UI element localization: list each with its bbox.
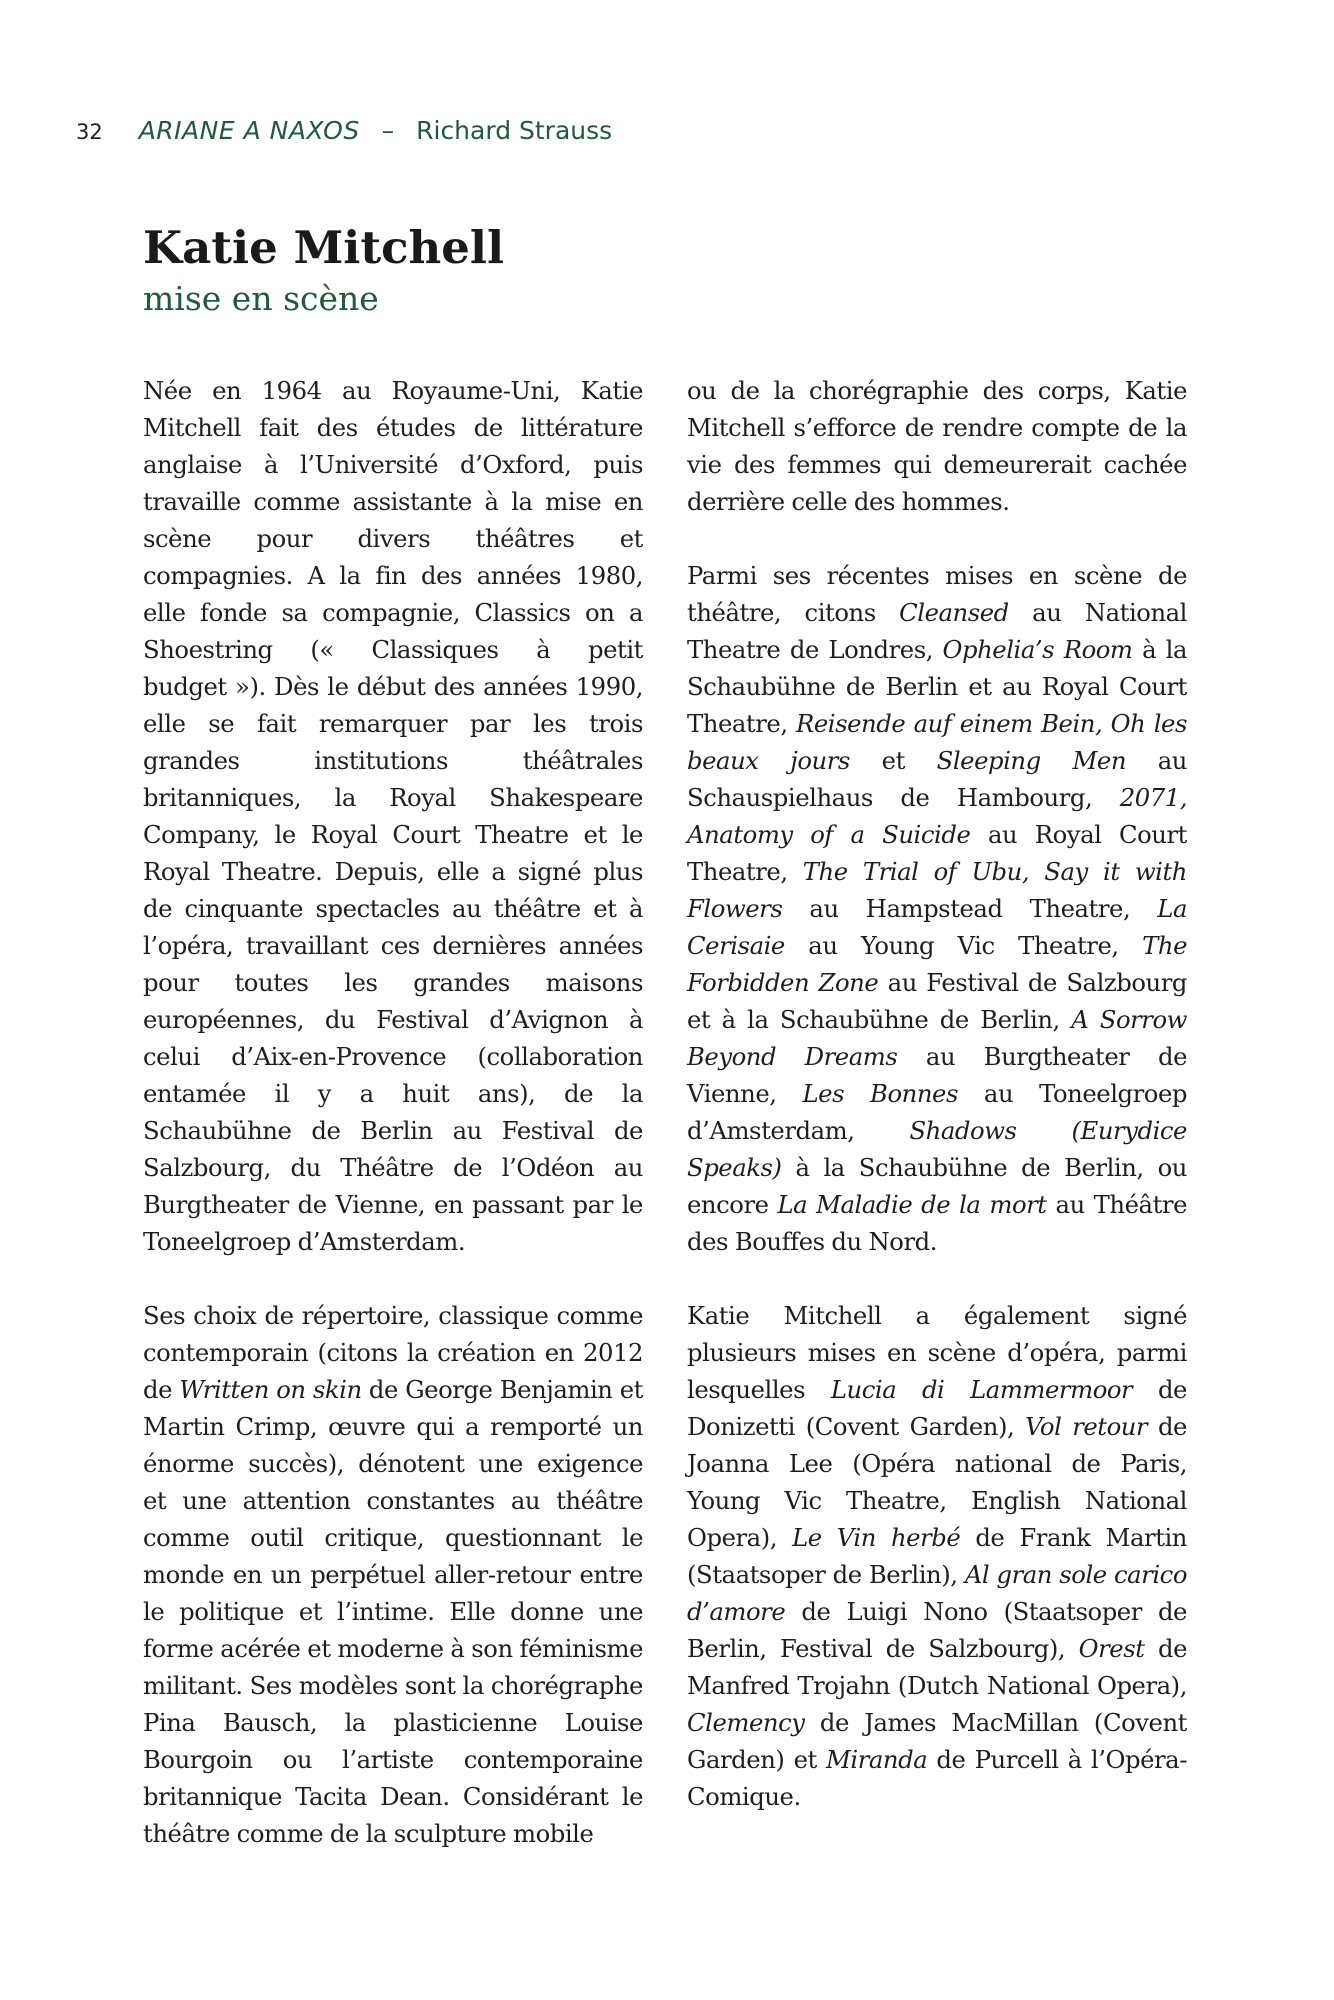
text-run: de James MacMillan (Covent Garden) et	[687, 1708, 1187, 1774]
text-run: de Purcell à l’Opéra-Comique.	[687, 1745, 1187, 1811]
work-title: Al gran sole carico d’amore	[687, 1560, 1188, 1626]
work-title: Sleeping Men	[936, 746, 1127, 775]
text-run: de Donizetti (Covent Garden),	[687, 1375, 1187, 1441]
composer-name: Richard Strauss	[416, 116, 613, 145]
work-title: Shadows (Eurydice Speaks)	[687, 1116, 1187, 1182]
work-title: Clemency	[687, 1708, 805, 1737]
text-run: au Young Vic Theatre,	[784, 931, 1143, 960]
page-number: 32	[76, 120, 103, 144]
text-run: de Luigi Nono (Staatsoper de Berlin, Festival de Salzbourg),	[687, 1597, 1187, 1663]
text-column-left	[143, 372, 643, 1852]
work-title: La Maladie de la mort	[777, 1190, 1047, 1219]
text-run: de Frank Martin (Staatsoper de Berlin),	[687, 1523, 1187, 1589]
work-title: Vol retour	[1025, 1412, 1148, 1441]
person-name: Katie Mitchell	[143, 221, 505, 274]
body-paragraph	[687, 557, 1187, 1260]
body-paragraph	[687, 372, 1187, 520]
work-title: Le Vin herbé	[792, 1523, 961, 1552]
running-header	[76, 116, 612, 145]
work-title: Miranda	[825, 1745, 928, 1774]
text-run: au Festival de Salzbourg et à la Schaubühne de Berlin,	[687, 968, 1187, 1034]
text-run: de George Benjamin et Martin Crimp, œuvre qui a remporté un énorme succès), dénotent une exigence et une attention constantes au théâtre comme outil critique, questionnant le monde en un perpétuel aller-retour entre le politique et l’intime. Elle donne une forme acérée et moderne à son féminisme militant. Ses modèles sont la chorégraphe Pina Bausch, la plasticienne Louise Bourgoin ou l’artiste contemporaine britannique Tacita Dean. Considérant le théâtre comme de la sculpture mobile	[143, 1375, 643, 1848]
text-run: ou de la chorégraphie des corps, Katie Mitchell s’efforce de rendre compte de la vie des femmes qui demeurerait cachée derrière celle des hommes.	[687, 376, 1187, 516]
text-run: Née en 1964 au Royaume-Uni, Katie Mitchell fait des études de littérature anglaise à l’Université d’Oxford, puis travaille comme assistante à la mise en scène pour divers théâtres et compagnies. A la fin des années 1980, elle fonde sa compagnie, Classics on a Shoestring (« Classiques à petit budget »). Dès le début des années 1990, elle se fait remarquer par les trois grandes institutions théâtrales britanniques, la Royal Shakespeare Company, le Royal Court Theatre et le Royal Theatre. Depuis, elle a signé plus de cinquante spectacles au théâtre et à l’opéra, travaillant ces dernières années pour toutes les grandes maisons européennes, du Festival d’Avignon à celui d’Aix-en-Provence (collaboration entamée il y a huit ans), de la Schaubühne de Berlin au Festival de Salzbourg, du Théâtre de l’Odéon au Burgtheater de Vienne, en passant par le Toneelgroep d’Amsterdam.	[143, 376, 643, 1256]
text-run: de Joanna Lee (Opéra national de Paris, Young Vic Theatre, English National Opera),	[687, 1412, 1187, 1552]
text-column-right	[687, 372, 1187, 1815]
text-run: Parmi ses récentes mises en scène de théâtre, citons	[687, 561, 1187, 627]
body-paragraph	[687, 1297, 1187, 1815]
work-title: A Sorrow Beyond Dreams	[687, 1005, 1187, 1071]
work-title: Orest	[1078, 1634, 1145, 1663]
work-title: Written on skin	[179, 1375, 362, 1404]
person-role: mise en scène	[143, 279, 379, 318]
work-title: Reisende auf einem Bein, Oh les beaux jours	[687, 709, 1187, 775]
work-title: The Trial of Ubu, Say it with Flowers	[687, 857, 1187, 923]
program-title: ARIANE A NAXOS	[138, 116, 360, 145]
work-title: 2071, Anatomy of a Suicide	[687, 783, 1187, 849]
work-title: The Forbidden Zone	[687, 931, 1187, 997]
text-run: Ses choix de répertoire, classique comme contemporain (citons la création en 2012 de	[143, 1301, 643, 1404]
work-title: Cleansed	[899, 598, 1009, 627]
text-run: au National Theatre de Londres,	[687, 598, 1187, 664]
biography-heading	[143, 218, 1183, 320]
text-run: au Royal Court Theatre,	[687, 820, 1187, 886]
text-run: à la Schaubühne de Berlin, ou encore	[687, 1153, 1187, 1219]
work-title: La Cerisaie	[687, 894, 1187, 960]
body-paragraph	[143, 372, 643, 1260]
work-title: Ophelia’s Room	[942, 635, 1133, 664]
text-run: de Manfred Trojahn (Dutch National Opera),	[687, 1634, 1187, 1700]
text-run: Katie Mitchell a également signé plusieurs mises en scène d’opéra, parmi lesquelles	[687, 1301, 1187, 1404]
text-run: au Théâtre des Bouffes du Nord.	[687, 1190, 1187, 1256]
text-run: au Hampstead Theatre,	[782, 894, 1158, 923]
text-run: à la Schaubühne de Berlin et au Royal Court Theatre,	[687, 635, 1187, 738]
header-separator: –	[381, 116, 395, 145]
text-run: au Toneelgroep d’Amsterdam,	[687, 1079, 1188, 1145]
text-run: au Schauspielhaus de Hambourg,	[687, 746, 1187, 812]
work-title: Les Bonnes	[802, 1079, 958, 1108]
body-paragraph	[143, 1297, 643, 1852]
text-run: au Burgtheater de Vienne,	[687, 1042, 1187, 1108]
text-run: et	[849, 746, 937, 775]
work-title: Lucia di Lammermoor	[830, 1375, 1133, 1404]
